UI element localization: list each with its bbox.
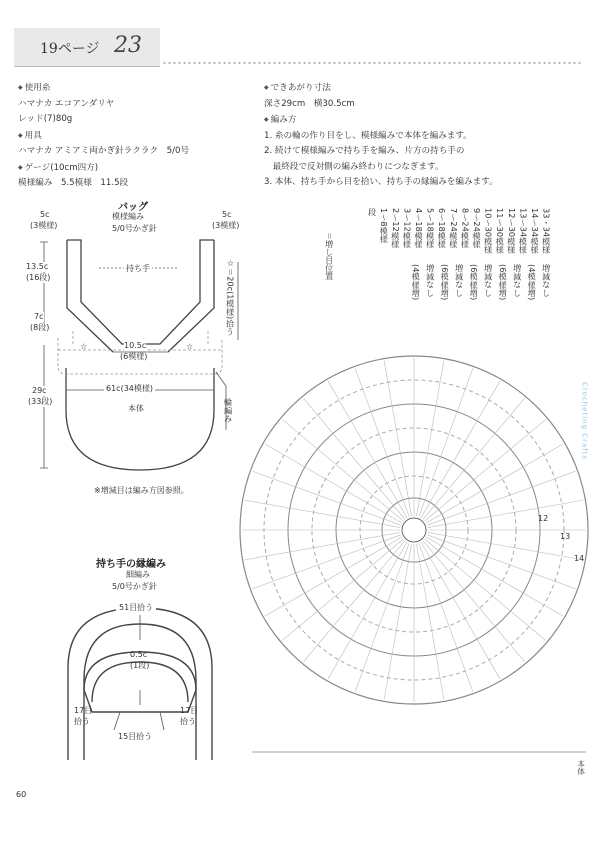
rounds-note-item: 増減なし [483,264,494,297]
pattern-number: 23 [114,33,142,58]
rounds-legend-item: 10～30模様 [483,208,494,254]
rounds-note-item: 増減なし [425,264,436,297]
tools-text: ハマナカ アミアミ両かぎ針ラクラク 5/0号 [18,146,190,156]
rounds-legend-item: 5～18模様 [425,208,436,249]
dim-29: 29c [32,386,47,395]
chart-spoke [384,361,411,517]
body-width: 61c(34模様) [106,384,153,393]
top-left-motifs: (3模様) [30,221,58,230]
yarn-name: ハマナカ エコアンダリヤ [18,98,115,109]
chart-spoke [282,419,403,521]
edge-left-count: 17目 [74,706,93,715]
chart-spoke [423,541,525,662]
step-2: 2. 続けて模様編みで持ち手を編み、片方の持ち手の [264,146,465,156]
size-heading: ◆ できあがり寸法 [264,80,498,97]
rounds-note-item: (6模様増) [498,264,509,301]
top-right-width: 5c [222,210,232,219]
side-label: 輪編み [223,398,234,423]
edge-right-count: 17目 [180,706,199,715]
chart-spoke [384,544,411,700]
chart-spoke [303,541,405,662]
step-1: 1. 糸の輪の作り目をし、模様編みで本体を編みます。 [264,130,472,141]
dim-7: 7c [34,312,44,321]
page-number: 60 [16,790,27,799]
rounds-legend-item: 1～8模様 [379,208,390,244]
edge-title: 持ち手の縁編み [96,559,166,570]
edge-inner-width: 0.5c [130,650,148,659]
gauge-text: 模様編み 5.5模様 11.5段 [18,178,129,188]
yarn-color: レッド(7)80g [18,114,73,124]
increase-symbol-legend: ＝増し目位置 [324,232,334,280]
chart-spoke [423,398,525,519]
rounds-legend-item: 9～24模様 [471,208,482,249]
bag-title: バッグ [118,202,148,213]
bag-hook: 5/0号かぎ針 [112,224,157,233]
chart-spoke [245,500,401,527]
gauge-heading: ◆ ゲージ(10cm四方) [18,160,189,177]
edge-left-pick: 拾う [74,717,90,726]
rounds-legend-item: 2～12模様 [390,208,401,249]
page-label: 19ページ [40,41,100,57]
rounds-note-item: 増減なし [541,264,552,297]
rounds-legend-item: 12～30模様 [506,208,517,254]
rounds-note-item: 増減なし [454,264,465,297]
rounds-legend-item: 13～34模様 [518,208,529,254]
round-chart [240,356,588,704]
dim-13-5-rows: (16段) [26,273,51,282]
step-3: 3. 本体、持ち手から目を拾い、持ち手の縁編みを編みます。 [264,177,498,187]
chart-spoke [416,361,443,517]
dim-29-rows: (33段) [28,397,53,406]
dim-7-rows: (8段) [30,323,50,332]
rounds-note-item: 増減なし [512,264,523,297]
size-text: 深さ29cm 横30.5cm [264,98,355,109]
rounds-note-item: (6模様増) [469,264,480,301]
chart-spoke [245,532,401,559]
star-left: ☆ [80,342,88,351]
edge-top-count: 51目拾う [116,603,156,613]
chart-spoke [416,544,443,700]
chart-body-label: 本体 [576,760,586,775]
chart-spoke [428,500,584,527]
round-label-13: 13 [560,532,571,541]
edge-dimension-arrows [114,615,164,730]
rounds-note-item: (4模様増) [411,264,422,301]
edge-inner-rows: (1段) [130,661,150,670]
top-right-motifs: (3模様) [212,221,240,230]
chart-spoke [282,539,403,641]
edge-pattern: 細編み [126,570,150,579]
round-label-14: 14 [574,554,585,563]
star-right: ☆ [186,342,194,351]
method-heading: ◆ 編み方 [264,112,498,129]
star-note: ☆＝20c(1模様)拾う [225,258,236,336]
rounds-note-item: (4模様増) [527,264,538,301]
chart-spoke [303,398,405,519]
step-2-cont: 最終段で反対側の編み終わりにつなぎます。 [264,161,444,172]
yarn-heading: ◆ 使用糸 [18,80,189,97]
edge-hook: 5/0号かぎ針 [112,582,157,591]
dim-13-5: 13.5c [26,262,49,271]
chart-spoke [425,419,546,521]
rounds-legend-item: 4～18模様 [413,208,424,249]
rounds-legend-item: 8～24模様 [460,208,471,249]
footnote: ※増減目は編み方図参照。 [94,486,189,495]
body-label: 本体 [128,404,144,413]
watermark: Crocheting Crafts [580,382,589,461]
rounds-legend-item: 6～18模様 [437,208,448,249]
inner-motifs: (6模様) [120,352,148,361]
tools-heading: ◆ 用具 [18,128,189,145]
rounds-legend-item: 33・34模様 [541,208,552,254]
rounds-legend-item: 11～30模様 [495,208,506,254]
edge-bottom-count: 15目拾う [118,732,153,741]
rounds-legend-item: 14～34模様 [529,208,540,254]
chart-spoke [425,539,546,641]
rounds-legend-item: 3～12模様 [402,208,413,249]
round-label-12: 12 [538,514,549,523]
edge-right-pick: 拾う [180,717,196,726]
rounds-legend-item: 7～24模様 [448,208,459,249]
rounds-note-item: (6模様増) [440,264,451,301]
inner-width: 10.5c [124,341,147,350]
handle-label: 持ち手 [126,264,150,273]
rounds-legend-item: 段 [367,208,378,217]
top-left-width: 5c [40,210,50,219]
bag-pattern: 模様編み [112,212,144,221]
